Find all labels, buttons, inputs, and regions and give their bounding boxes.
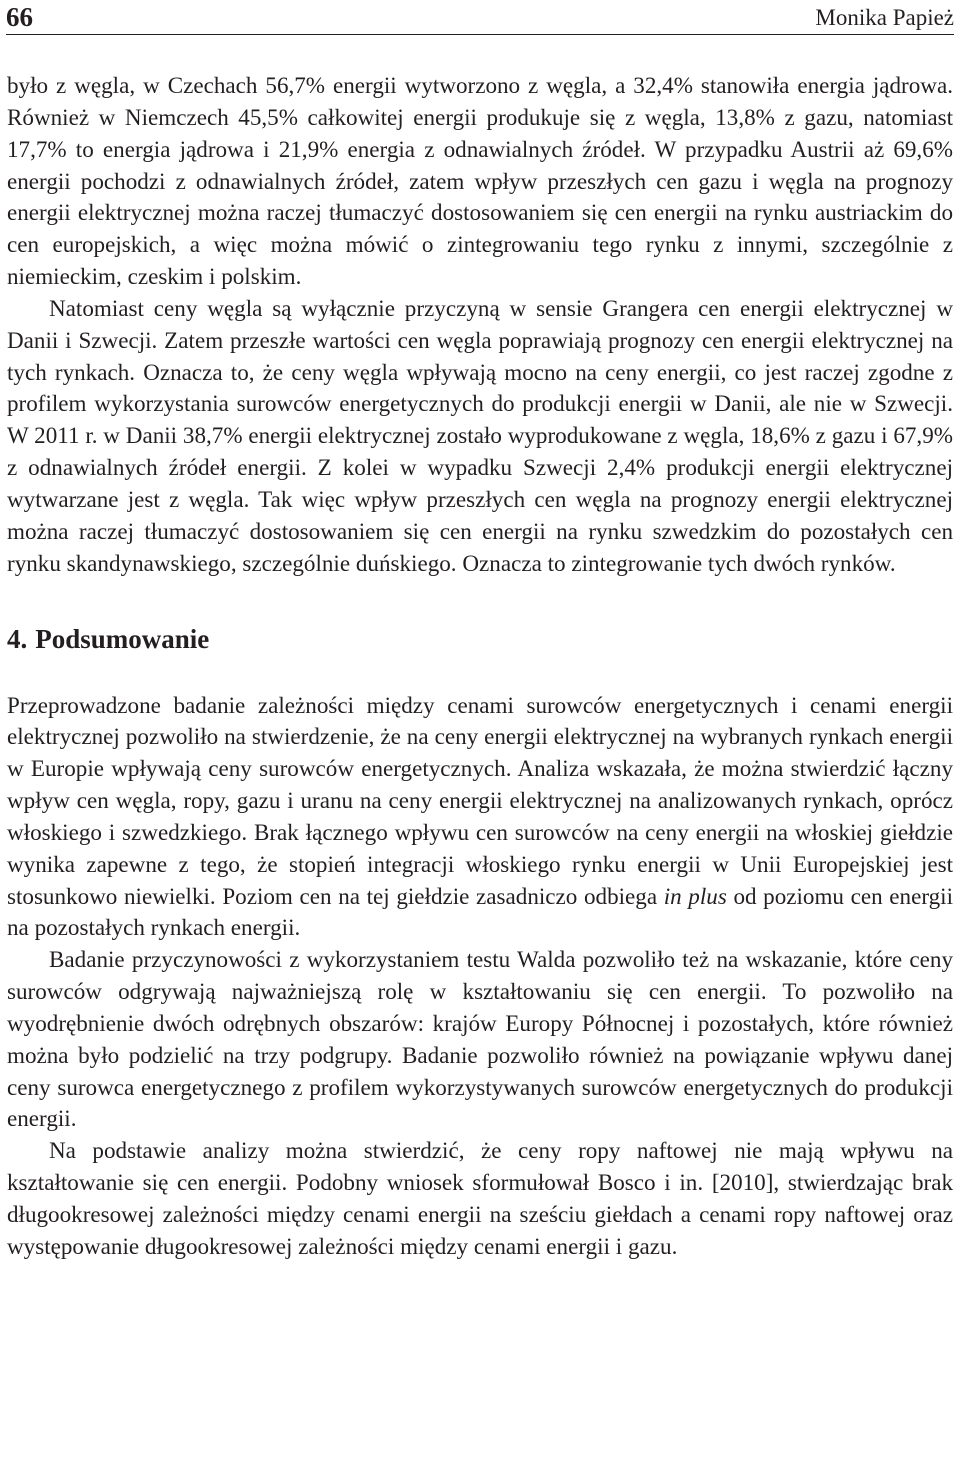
summary-paragraph-1-text: Przeprowadzone badanie zależności między cenami surowców energetycznych i cenami energii elektrycznej pozwoliło na stwierdzenie, że na ceny energii elektrycznej na wybranych rynkach energii w Europie wpływają ceny surowców energetycznych. Analiza wskazała, że można stwierdzić łączny wpływ cen węgla, ropy, gazu i uranu na ceny energii elektrycznej na analizowanych rynkach, oprócz włoskiego i szwedzkiego. Brak łącznego wpływu cen surowców na ceny energii na włoskiej giełdzie wynika zapewne z tego, że stopień integracji włoskiego rynku energii w Unii Europejskiej jest stosunkowo niewielki. Poziom cen na tej giełdzie zasadniczo odbiega: [7, 691, 953, 909]
section-title: Podsumowanie: [35, 623, 210, 654]
page-body: [7, 70, 953, 1263]
section-number: 4.: [7, 623, 28, 654]
summary-paragraph-1-end: od poziomu cen energii na pozostałych rynkach energii.: [7, 882, 953, 941]
body-paragraph-2: Natomiast ceny węgla są wyłącznie przyczyną w sensie Grangera cen energii elektrycznej w Danii i Szwecji. Zatem przeszłe wartości cen węgla poprawiają prognozy cen energii elektrycznej na tych rynkach. Oznacza to, że ceny węgla wpływają mocno na ceny energii, co jest raczej zgodne z profilem wykorzystania surowców energetycznych do produkcji energii w Danii, ale nie w Szwecji. W 2011 r. w Danii 38,7% energii elektrycznej zostało wyprodukowane z węgla, 18,6% z gazu i 67,9% z odnawialnych źródeł energii. Z kolei w wypadku Szwecji 2,4% produkcji energii elektrycznej wytwarzane jest z węgla. Tak więc wpływ przeszłych cen węgla na prognozy energii elektrycznej można raczej tłumaczyć dostosowaniem się cen energii na rynku szwedzkim do pozostałych cen rynku skandynawskiego, szczególnie duńskiego. Oznacza to zintegrowanie tych dwóch rynków.: [7, 294, 953, 576]
summary-section: [7, 690, 953, 1263]
summary-paragraph-3: Na podstawie analizy można stwierdzić, że ceny ropy naftowej nie mają wpływu na kształtowanie się cen energii. Podobny wniosek sformułował Bosco i in. [2010], stwierdzając brak długookresowej zależności między cenami energii na sześciu giełdach a cenami ropy naftowej oraz występowanie długookresowej zależności między cenami energii i gazu.: [7, 1137, 953, 1259]
summary-paragraph-1: [7, 690, 953, 945]
running-header: [6, 0, 954, 35]
summary-paragraph-2: Badanie przyczynowości z wykorzystaniem testu Walda pozwoliło też na wskazanie, które ceny surowców odgrywają najważniejszą rolę w kształtowaniu się cen energii. To pozwoliło na wyodrębnienie dwóch odrębnych obszarów: krajów Europy Północnej i pozostałych, które również można było podzielić na trzy podgrupy. Badanie pozwoliło również na powiązanie wpływu danej ceny surowca energetycznego z profilem wykorzystywanych surowców energetycznych do produkcji energii.: [7, 946, 953, 1132]
running-author: Monika Papież: [815, 5, 954, 30]
page-number: 66: [6, 2, 33, 32]
section-heading: [7, 623, 953, 680]
body-paragraph-1: było z węgla, w Czechach 56,7% energii wytworzono z węgla, a 32,4% stanowiła energia jądrowa. Również w Niemczech 45,5% całkowitej energii produkuje się z węgla, 13,8% z gazu, natomiast 17,7% to energia jądrowa i 21,9% energia z odnawialnych źródeł. W przypadku Austrii aż 69,6% energii pochodzi z odnawialnych źródeł, zatem wpływ przeszłych cen gazu i węgla na prognozy energii elektrycznej można raczej tłumaczyć dostosowaniem się cen energii na rynku austriackim do cen europejskich, a więc można mówić o zintegrowaniu tego rynku z innymi, szczególnie z niemieckim, czeskim i polskim.: [7, 72, 953, 290]
italic-phrase: in plus: [663, 882, 727, 909]
